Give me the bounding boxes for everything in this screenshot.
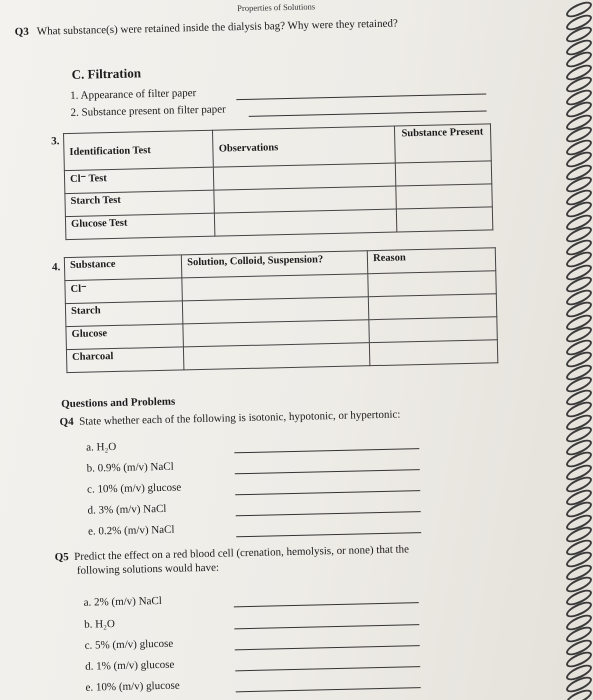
row-label-charcoal: Charcoal (66, 347, 184, 373)
q5-item-a: a. 2% (m/v) NaCl (83, 594, 163, 609)
q5-item-b: b. H₂O (84, 618, 116, 631)
question-q5 (54, 542, 409, 578)
page-header: Properties of Solutions (237, 1, 316, 14)
row-label-starch-test: Starch Test (65, 190, 215, 216)
q4-text: State whether each of the following is isotonic, hypotonic, or hypertonic: (79, 408, 401, 428)
q5-number: Q5 (54, 551, 69, 564)
reason-cell[interactable] (368, 271, 496, 297)
q5-text-line1: Predict the effect on a red blood cell (crenation, hemolysis, or none) that the (74, 543, 410, 563)
section-title-filtration: C. Filtration (71, 65, 142, 82)
answer-line-q5-c[interactable] (235, 645, 420, 650)
classification-cell[interactable] (184, 343, 370, 370)
answer-line-q5-d[interactable] (235, 666, 420, 671)
q4-item-a: a. H₂O (86, 440, 117, 454)
observation-cell[interactable] (215, 209, 397, 236)
spiral-binding (561, 0, 593, 700)
header-identification-test: Identification Test (64, 130, 214, 170)
answer-line-substance[interactable] (249, 110, 487, 116)
q5-text-line2: following solutions would have: (76, 561, 220, 577)
header-substance-present: Substance Present (394, 124, 491, 163)
q3-text: What substance(s) were retained inside the dialysis bag? Why were they retained? (36, 17, 398, 38)
questions-title: Questions and Problems (61, 395, 176, 411)
q4-number: Q4 (59, 415, 74, 429)
q4-item-c: c. 10% (m/v) glucose (86, 481, 182, 496)
header-substance: Substance (64, 255, 182, 281)
q5-item-e: e. 10% (m/v) glucose (85, 679, 180, 694)
substance-classification-table (64, 247, 499, 373)
item-substance-on-filter: 2. Substance present on filter paper (70, 103, 226, 119)
row-label-glucose: Glucose (66, 324, 184, 350)
reason-cell[interactable] (368, 294, 496, 320)
table3-number: 3. (51, 135, 60, 148)
substance-cell[interactable] (395, 184, 492, 209)
q5-item-c: c. 5% (m/v) glucose (84, 637, 174, 652)
answer-line-q4-d[interactable] (236, 511, 421, 516)
q4-item-d: d. 3% (m/v) NaCl (87, 502, 167, 517)
row-label-glucose-test: Glucose Test (65, 213, 215, 239)
answer-line-q4-c[interactable] (235, 490, 420, 495)
reason-cell[interactable] (370, 340, 498, 366)
table4-number: 4. (51, 261, 61, 274)
row-label-starch: Starch (65, 301, 183, 327)
q3-number: Q3 (14, 25, 29, 39)
header-solution-colloid-suspension: Solution, Colloid, Suspension? (182, 251, 368, 278)
substance-cell[interactable] (396, 207, 493, 232)
answer-line-q5-a[interactable] (234, 602, 419, 607)
answer-line-q4-a[interactable] (234, 448, 419, 453)
q5-item-d: d. 1% (m/v) glucose (84, 658, 175, 673)
answer-line-q4-e[interactable] (236, 532, 421, 537)
question-q3 (15, 17, 398, 38)
q4-item-e: e. 0.2% (m/v) NaCl (87, 523, 175, 538)
row-label-cl: Cl⁻ (65, 278, 183, 304)
answer-line-q4-b[interactable] (235, 469, 420, 474)
item-appearance-filter-paper: 1. Appearance of filter paper (70, 87, 197, 102)
row-label-cl-test: Cl⁻ Test (64, 167, 214, 193)
q4-item-b: b. 0.9% (m/v) NaCl (86, 460, 174, 475)
substance-cell[interactable] (395, 161, 492, 186)
answer-line-appearance[interactable] (236, 93, 486, 100)
worksheet-page (12, 0, 568, 700)
answer-line-q5-e[interactable] (236, 687, 421, 692)
identification-test-table (63, 123, 493, 240)
header-observations: Observations (213, 126, 395, 167)
reason-cell[interactable] (369, 317, 497, 343)
header-reason: Reason (367, 248, 495, 274)
answer-line-q5-b[interactable] (234, 624, 419, 629)
question-q4 (59, 409, 400, 429)
